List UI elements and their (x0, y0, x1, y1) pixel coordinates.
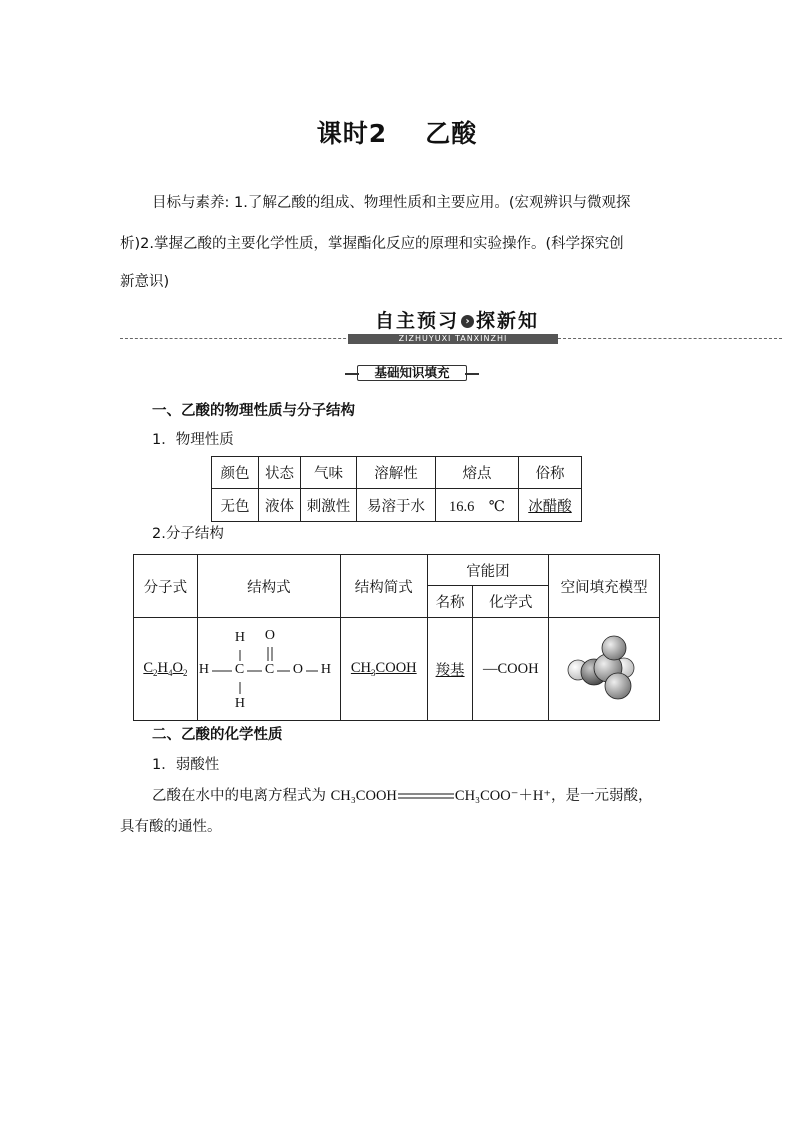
title-part2: 乙酸 (425, 119, 478, 148)
simplified-formula-cell (340, 618, 427, 721)
section-badge (345, 365, 479, 381)
equation-reactant: CH₃COOH (330, 788, 397, 804)
page-title (0, 114, 794, 150)
table-header-cell: 溶解性 (357, 457, 436, 489)
molecular-formula-cell (134, 618, 198, 721)
table-header-cell: 气味 (301, 457, 357, 489)
table-row (134, 555, 660, 586)
functional-group-name: 羧基 (427, 618, 473, 721)
physical-properties-table (211, 456, 582, 522)
atom-o: O (264, 628, 275, 643)
section2-paragraph-end: 具有酸的通性。 (120, 819, 222, 835)
table-row (212, 457, 582, 489)
atom-c: C (234, 662, 245, 677)
atom-h: H (320, 662, 331, 677)
banner-divider-left (120, 338, 356, 339)
table-cell: 冰醋酸 (519, 489, 582, 522)
table-header-cell: 空间填充模型 (549, 555, 660, 618)
objectives-line3: 新意识) (120, 274, 170, 290)
section1-sub2: 2.分子结构 (152, 526, 224, 542)
banner-divider-right (558, 338, 782, 339)
table-header-cell: 颜色 (212, 457, 259, 489)
bond-lines (199, 624, 339, 714)
badge-label: 基础知识填充 (374, 365, 450, 380)
section2-heading: 二、乙酸的化学性质 (152, 727, 283, 743)
table-cell: 易溶于水 (357, 489, 436, 522)
chevron-icon: › (461, 315, 474, 328)
table-header-cell: 分子式 (134, 555, 198, 618)
table-header-cell: 俗称 (519, 457, 582, 489)
atom-h: H (234, 696, 245, 711)
objectives-line2: 析)2.掌握乙酸的主要化学性质，掌握酯化反应的原理和实验操作。(科学探究创 (120, 236, 624, 252)
section-banner (120, 306, 782, 346)
atom-h: H (234, 630, 245, 645)
molecular-structure-table (133, 554, 660, 721)
title-part1: 课时2 (316, 119, 388, 148)
section1-sub1: 1．物理性质 (152, 432, 234, 448)
table-header-cell: 熔点 (436, 457, 519, 489)
table-row (134, 618, 660, 721)
functional-group-formula: —COOH (473, 618, 549, 721)
table-header-cell: 化学式 (473, 586, 549, 618)
ionization-equation-line: 乙酸在水中的电离方程式为 CH₃COOH CH₃COO⁻＋H⁺，是一元弱酸， (152, 788, 653, 804)
equation-products: CH₃COO⁻＋H⁺ (454, 788, 551, 804)
structural-formula (199, 624, 339, 714)
table-header-cell: 状态 (259, 457, 301, 489)
atom-c: C (264, 662, 275, 677)
banner-title (356, 308, 558, 334)
table-cell: 刺激性 (301, 489, 357, 522)
table-header-cell: 结构式 (197, 555, 340, 618)
section2-sub1: 1．弱酸性 (152, 757, 220, 773)
banner-left: 自主预习 (374, 310, 459, 332)
structural-formula-cell (197, 618, 340, 721)
banner-pinyin: ZIZHUYUXI TANXINZHI (348, 334, 558, 344)
atom-h: H (198, 662, 209, 677)
equals-arrow-icon (398, 791, 454, 801)
banner-right: 探新知 (476, 310, 540, 332)
simplified-formula: $CH_3COOH$ (350, 660, 417, 678)
table-header-cell: 官能团 (427, 555, 549, 586)
table-header-cell: 结构简式 (340, 555, 427, 618)
table-row (212, 489, 582, 522)
section1-heading: 一、乙酸的物理性质与分子结构 (152, 403, 355, 419)
space-filling-model-cell (549, 618, 660, 721)
table-cell: 液体 (259, 489, 301, 522)
space-filling-model-image (564, 632, 644, 702)
molecular-formula: $C_2H_4O_2$ (143, 660, 188, 678)
atom-o: O (292, 662, 303, 677)
table-cell: 无色 (212, 489, 259, 522)
table-header-cell: 名称 (427, 586, 473, 618)
objectives-line1: 目标与素养: 1.了解乙酸的组成、物理性质和主要应用。(宏观辨识与微观探 (152, 195, 631, 211)
table-cell: 16.6 ℃ (436, 489, 519, 522)
